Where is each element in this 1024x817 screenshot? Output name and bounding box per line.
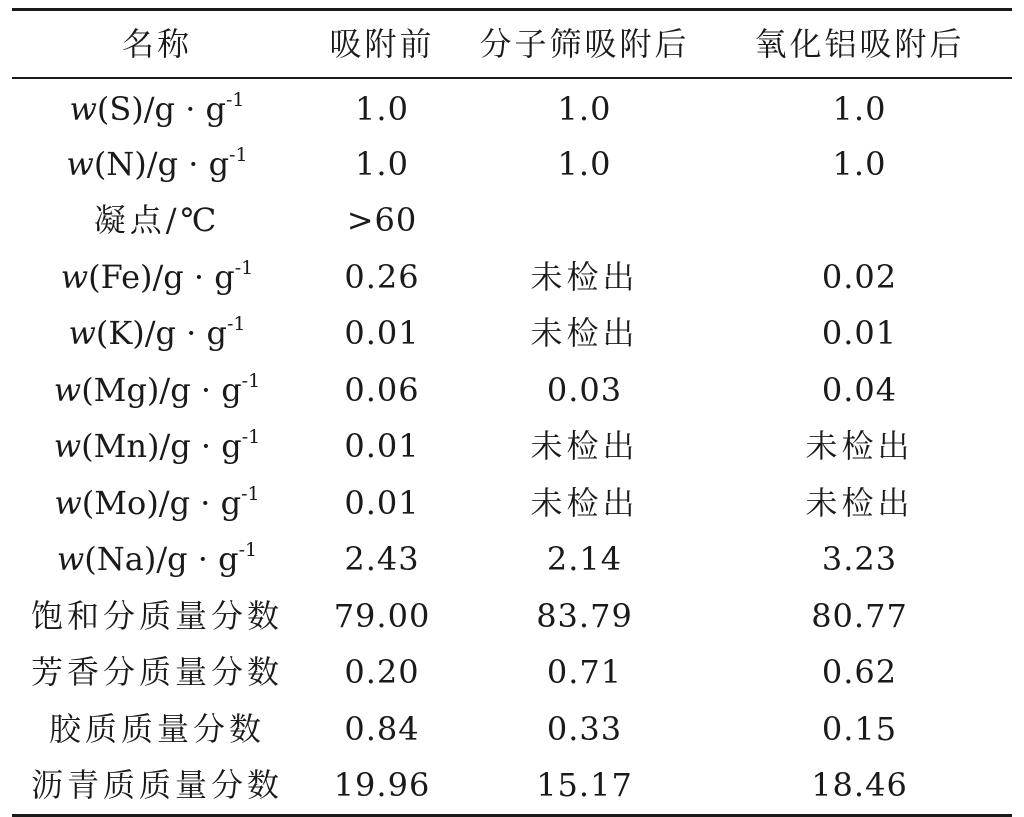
value-before-adsorption: 1.0 [355,90,409,129]
element-symbol: K [108,314,133,353]
header-before-adsorption: 吸附前 [329,25,435,63]
element-symbol: S [109,90,132,129]
unit-text: /g · g [143,90,227,129]
unit-text: /g · g [156,540,239,579]
value-after-molecular-sieve [462,192,707,249]
value-before-adsorption: 0.01 [344,427,420,466]
unit-text: /g · g [158,483,242,522]
unit-text: /g · g [144,314,227,353]
row-name-cell: $w(Mo)/g \cdot g^{-1}$ [54,482,260,522]
table-header [12,11,1012,79]
table-bottom-rule [12,814,1012,817]
row-name-cell [12,192,302,249]
unit-text: /g · g [159,370,242,409]
header-row [12,11,1012,77]
unit-exponent: -1 [234,256,254,279]
element-symbol: Na [96,540,144,579]
value-before-adsorption: 0.06 [344,370,420,409]
value-before-adsorption: 1.0 [355,144,409,183]
row-name-cell: $w(Mg)/g \cdot g^{-1}$ [53,369,261,409]
row-label: 胶质质量分数 [48,709,265,748]
table-row [12,249,1012,306]
value-after-alumina: 1.0 [832,144,887,183]
table-row [12,588,1012,645]
mass-fraction-symbol: w [68,314,96,353]
value-before-adsorption: 79.00 [333,596,431,635]
unit-text: /g · g [152,257,235,296]
unit-exponent: -1 [227,313,246,336]
value-after-molecular-sieve: 未检出 [530,314,639,353]
value-before-adsorption: 0.20 [344,653,420,692]
value-after-molecular-sieve: 未检出 [530,257,639,296]
value-after-molecular-sieve: 0.03 [546,370,623,409]
value-after-molecular-sieve: 未检出 [530,427,639,466]
row-name-cell [12,644,302,701]
row-name-cell [12,757,302,814]
row-name-cell [12,588,302,645]
table-row [12,418,1012,475]
table-row [12,531,1012,588]
value-after-alumina: 0.04 [821,370,898,409]
value-before-adsorption: 0.01 [344,314,420,353]
row-name-cell: $w(K)/g \cdot g^{-1}$ [68,313,246,353]
value-after-molecular-sieve: 0.71 [546,653,623,692]
table-row [12,757,1012,814]
value-before-adsorption: >60 [346,201,418,240]
table-row [12,136,1012,193]
value-after-molecular-sieve: 1.0 [557,90,612,129]
unit-exponent: -1 [241,482,260,505]
table-row [12,701,1012,758]
table-row [12,475,1012,532]
value-before-adsorption: 0.26 [344,257,420,296]
element-symbol: Fe [100,257,140,296]
row-label: 饱和分质量分数 [30,596,283,635]
header-after-molecular-sieve: 分子筛吸附后 [479,25,690,63]
value-before-adsorption: 19.96 [333,766,431,805]
value-after-molecular-sieve: 1.0 [557,144,612,183]
mass-fraction-symbol: w [53,427,82,466]
row-name-cell: $w(S)/g \cdot g^{-1}$ [69,89,245,129]
mass-fraction-symbol: w [60,257,89,296]
row-name-cell: $w(Fe)/g \cdot g^{-1}$ [60,256,254,296]
element-symbol: N [106,144,135,183]
mass-fraction-symbol: w [54,483,82,522]
table-row [12,192,1012,249]
mass-fraction-symbol: w [53,370,82,409]
row-name-cell: $w(Na)/g \cdot g^{-1}$ [56,539,258,579]
table-row [12,79,1012,136]
unit-exponent: -1 [238,539,258,562]
value-after-alumina [707,192,1012,249]
header-name: 名称 [121,25,192,63]
unit-text: /g · g [146,144,230,183]
table-row [12,362,1012,419]
row-label: 沥青质质量分数 [30,766,283,805]
data-table [12,11,1012,814]
element-symbol: Mn [93,427,147,466]
value-after-alumina: 未检出 [805,427,914,466]
value-after-molecular-sieve: 未检出 [530,483,639,522]
unit-exponent: -1 [226,89,245,112]
value-after-molecular-sieve: 15.17 [536,766,633,805]
value-after-molecular-sieve: 83.79 [536,596,633,635]
mass-fraction-symbol: w [56,540,85,579]
row-name-cell [12,701,302,758]
value-after-alumina: 80.77 [811,596,908,635]
mass-fraction-symbol: w [66,144,94,183]
value-before-adsorption: 0.84 [344,709,420,748]
table-body [12,79,1012,814]
unit-text: /g · g [159,427,242,466]
data-table-container [12,0,1012,817]
row-name-cell: $w(N)/g \cdot g^{-1}$ [66,143,248,183]
value-after-alumina: 3.23 [821,540,898,579]
element-symbol: Mg [93,370,147,409]
value-after-molecular-sieve: 2.14 [546,540,623,579]
value-after-molecular-sieve: 0.33 [546,709,623,748]
value-after-alumina: 0.15 [821,709,898,748]
value-after-alumina: 0.01 [821,314,898,353]
value-after-alumina: 0.02 [821,257,898,296]
unit-exponent: -1 [229,143,248,166]
row-name-cell: $w(Mn)/g \cdot g^{-1}$ [53,426,261,466]
unit-exponent: -1 [241,369,261,392]
row-label: 芳香分质量分数 [30,653,283,692]
table-row [12,305,1012,362]
element-symbol: Mo [94,483,147,522]
value-after-alumina: 0.62 [821,653,898,692]
value-before-adsorption: 0.01 [344,483,420,522]
unit-exponent: -1 [241,426,261,449]
row-label: 凝点/℃ [93,201,221,240]
table-row [12,644,1012,701]
value-after-alumina: 未检出 [805,483,914,522]
value-after-alumina: 18.46 [811,766,908,805]
value-after-alumina: 1.0 [832,90,887,129]
header-after-alumina: 氧化铝吸附后 [754,25,965,63]
value-before-adsorption: 2.43 [344,540,420,579]
mass-fraction-symbol: w [69,90,97,129]
